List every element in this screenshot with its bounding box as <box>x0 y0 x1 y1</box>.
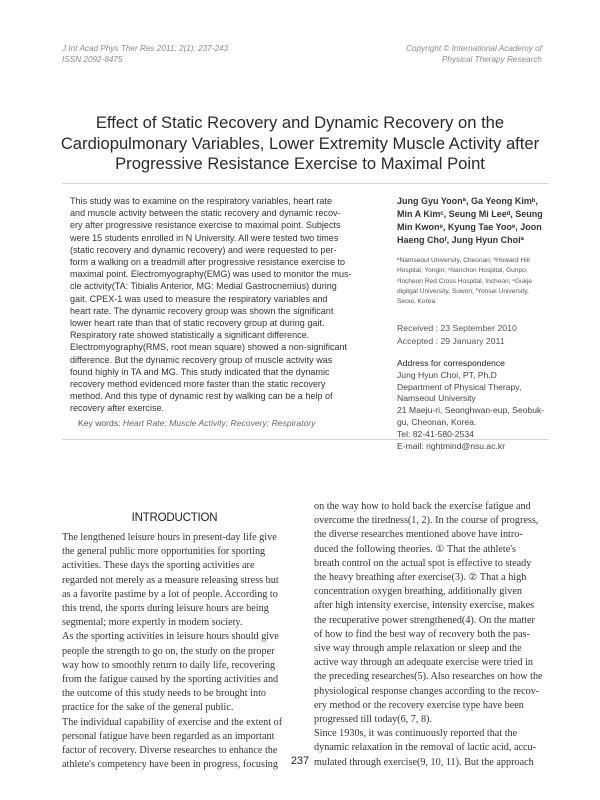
body-line: regarded not merely as a measure releasing stress but <box>62 574 279 586</box>
body-line: athlete's competency have been in progress, focusing <box>62 759 278 771</box>
body-line: way how to smoothly return to daily life, recovering <box>62 659 276 671</box>
affiliation-line: Hospital, Yongin; ᶜNanchon Hospital, Gunpo; <box>397 267 528 275</box>
abstract-line: (static recovery and dynamic recovery) and were requested to per- <box>70 244 337 255</box>
correspondence-line: gu, Cheonan, Korea. <box>397 416 477 427</box>
abstract-line: gait. CPEX-1 was used to measure the respiratory variables and <box>70 293 328 304</box>
author-line: Jung Gyu Yoonª, Ga Yeong Kimᵇ, <box>397 196 538 206</box>
abstract-line: method. And this type of dynamic rest by walking can be a help of <box>70 391 333 402</box>
submission-dates <box>397 322 517 347</box>
abstract-line: found highly in TA and MG. This study indicated that the dynamic <box>70 366 330 377</box>
body-line: dynamic relaxation in the removal of lactic acid, accu- <box>314 742 537 754</box>
email-line: E-mail: rightmind@nsu.ac.kr <box>397 440 506 451</box>
body-line: the outcome of this study needs to be brought into <box>62 688 267 700</box>
section-title: INTRODUCTION <box>131 512 218 524</box>
journal-citation <box>62 43 228 65</box>
abstract-line: recovery method evidenced more faster than the static recovery <box>70 379 326 390</box>
body-line: mulated through exercise(9, 10, 11). But the approach <box>314 756 534 768</box>
title-line: Effect of Static Recovery and Dynamic Recovery on the <box>95 113 505 132</box>
body-line: ery method or the recovery exercise type have been <box>314 699 524 711</box>
abstract-line: Electromyography(RMS, root mean square) showed a non-significant <box>70 342 348 353</box>
affiliations <box>397 256 547 307</box>
correspondence-line: Department of Physical Therapy, <box>397 381 522 392</box>
abstract-line: difference. But the dynamic recovery group of muscle activity was <box>70 354 333 365</box>
body-line: personal fatigue have been regarded as an important <box>62 730 275 742</box>
body-line: the general public more opportunities for sporting <box>62 546 266 558</box>
correspondence-line: Tel: 82-41-580-2534 <box>397 428 474 439</box>
body-line: physiological response changes according to the recov- <box>314 685 540 697</box>
title-line: Progressive Resistance Exercise to Maximal Point <box>115 154 485 173</box>
intro-left-column <box>62 531 282 772</box>
copyright-line: Copyright © International Academy of <box>406 44 542 53</box>
body-line: this trend, the sports during leisure hours are being <box>62 603 269 615</box>
abstract-line: ery after progressive resistance exercise to maximal point. Subjects <box>70 220 341 231</box>
abstract-line: form a walking on a treadmill after progressive resistance exercise to <box>70 257 346 268</box>
page-number: 237 <box>290 755 310 767</box>
copyright-line: Physical Therapy Research <box>441 55 542 64</box>
author-list <box>397 195 547 247</box>
body-line: concentration oxygen breathing, additionally given <box>314 586 522 598</box>
affiliation-line: Seoul, Korea <box>397 298 436 306</box>
keywords <box>78 418 316 428</box>
abstract-line: cle activity(TA: Tibialis Anterior, MG: Medial Gastrocnemius) during <box>70 281 337 292</box>
abstract-line: and muscle activity between the static recovery and dynamic recov- <box>70 208 341 219</box>
top-divider <box>62 183 548 184</box>
body-line: factor of recovery. Diverse researches to enhance the <box>62 745 278 757</box>
body-line: progressed till today(6, 7, 8). <box>314 714 432 726</box>
abstract <box>70 195 383 415</box>
body-line: as a favorite pastime by a lot of people. According to <box>62 588 278 600</box>
journal-citation-line: J Int Acad Phys Ther Res 2011; 2(1): 237-243 <box>62 44 229 53</box>
body-line: active way through an adequate exercise were tried in <box>314 657 533 669</box>
body-line: As the sporting activities in leisure hours should give <box>62 631 279 643</box>
abstract-line: recovery after exercise. <box>70 403 165 414</box>
body-line: after high intensity exercise, intensity exercise, makes <box>314 600 535 612</box>
abstract-line: lower heart rate than that of static recovery group at during gait. <box>70 318 325 329</box>
copyright-notice <box>406 43 542 65</box>
accepted-date: Accepted : 29 January 2011 <box>397 335 505 346</box>
body-line: people the strength to go on, the study on the proper <box>62 645 275 657</box>
body-line: the diverse researches mentioned above have intro- <box>314 529 523 541</box>
keywords-values: Heart Rate; Muscle Activity; Recovery; Respiratory <box>122 418 316 428</box>
body-line: the preceding researches(5). Also researches on how the <box>314 671 543 683</box>
body-line: practice for the sake of the general public. <box>62 702 234 714</box>
title-line: Cardiopulmonary Variables, Lower Extremity Muscle Activity after <box>60 133 540 153</box>
bottom-divider <box>62 439 548 440</box>
author-line: Min A Kimᶜ, Seung Mi Leeᵈ, Seung <box>397 209 543 219</box>
body-line: sive way through ample relaxation or sleep and the <box>314 643 522 655</box>
body-line: overcome the tiredness(1, 2). In the course of progress, <box>314 515 539 527</box>
body-line: breath control on the actual spot is effective to steady <box>314 557 532 569</box>
body-line: activities. These days the sporting activities are <box>62 560 255 572</box>
body-line: The individual capability of exercise and the extent of <box>62 716 283 728</box>
abstract-line: maximal point. Electromyography(EMG) was used to monitor the mus- <box>70 269 352 280</box>
abstract-line: This study was to examine on the respiratory variables, heart rate <box>70 196 332 206</box>
author-line: Haeng Choᶠ, Jung Hyun Choiª <box>397 235 525 245</box>
correspondence-line: 21 Maeju-ri, Seonghwan-eup, Seobuk- <box>397 405 545 416</box>
correspondence-heading: Address for correspondence <box>397 358 505 368</box>
body-line: segmental; more expertly in modem society. <box>62 617 243 629</box>
keywords-label: Key words: <box>78 418 121 428</box>
body-line: duced the following theories. ① That the athlete's <box>314 543 517 555</box>
body-line: Since 1930s, it was continuously reported that the <box>314 728 518 740</box>
body-line: the heavy breathing after exercise(3). ② That a high <box>314 572 527 584</box>
received-date: Received : 23 September 2010 <box>397 323 517 333</box>
affiliation-line: digitgal University, Suwon; ᶠYonsei University, <box>397 287 529 295</box>
body-line: the recuperative power strengthened(4). On the matter <box>314 614 535 626</box>
body-line: of how to find the best way of recovery both the pas- <box>314 628 530 640</box>
body-line: The lengthened leisure hours in present-day life give <box>62 532 277 543</box>
issn-line: ISSN 2092-8475 <box>62 55 123 64</box>
correspondence-line: Jung Hyun Choi, PT, Ph.D <box>397 369 497 380</box>
affiliation-line: ᵈIncheon Red Cross Hospital, Incheon; ᵉGukje <box>397 277 533 285</box>
affiliation-line: ªNamseoul University, Cheonan; ᵇHoward Hill <box>397 257 530 264</box>
correspondence-line: Namseoul University <box>397 393 476 404</box>
paper-title <box>50 113 550 175</box>
abstract-line: heart rate. The dynamic recovery group was shown the significant <box>70 305 334 316</box>
author-line: Min Kwonᵉ, Kyung Tae Yooᵉ, Joon <box>397 222 542 232</box>
intro-right-column <box>314 500 543 770</box>
body-line: on the way how to hold back the exercise fatigue and <box>314 501 531 512</box>
body-line: from the fatigue caused by the sporting activities and <box>62 674 279 686</box>
abstract-line: Respiratory rate showed statistically a significant difference. <box>70 330 310 341</box>
abstract-line: were 15 students enrolled in N University. All were tested two times <box>70 232 339 243</box>
